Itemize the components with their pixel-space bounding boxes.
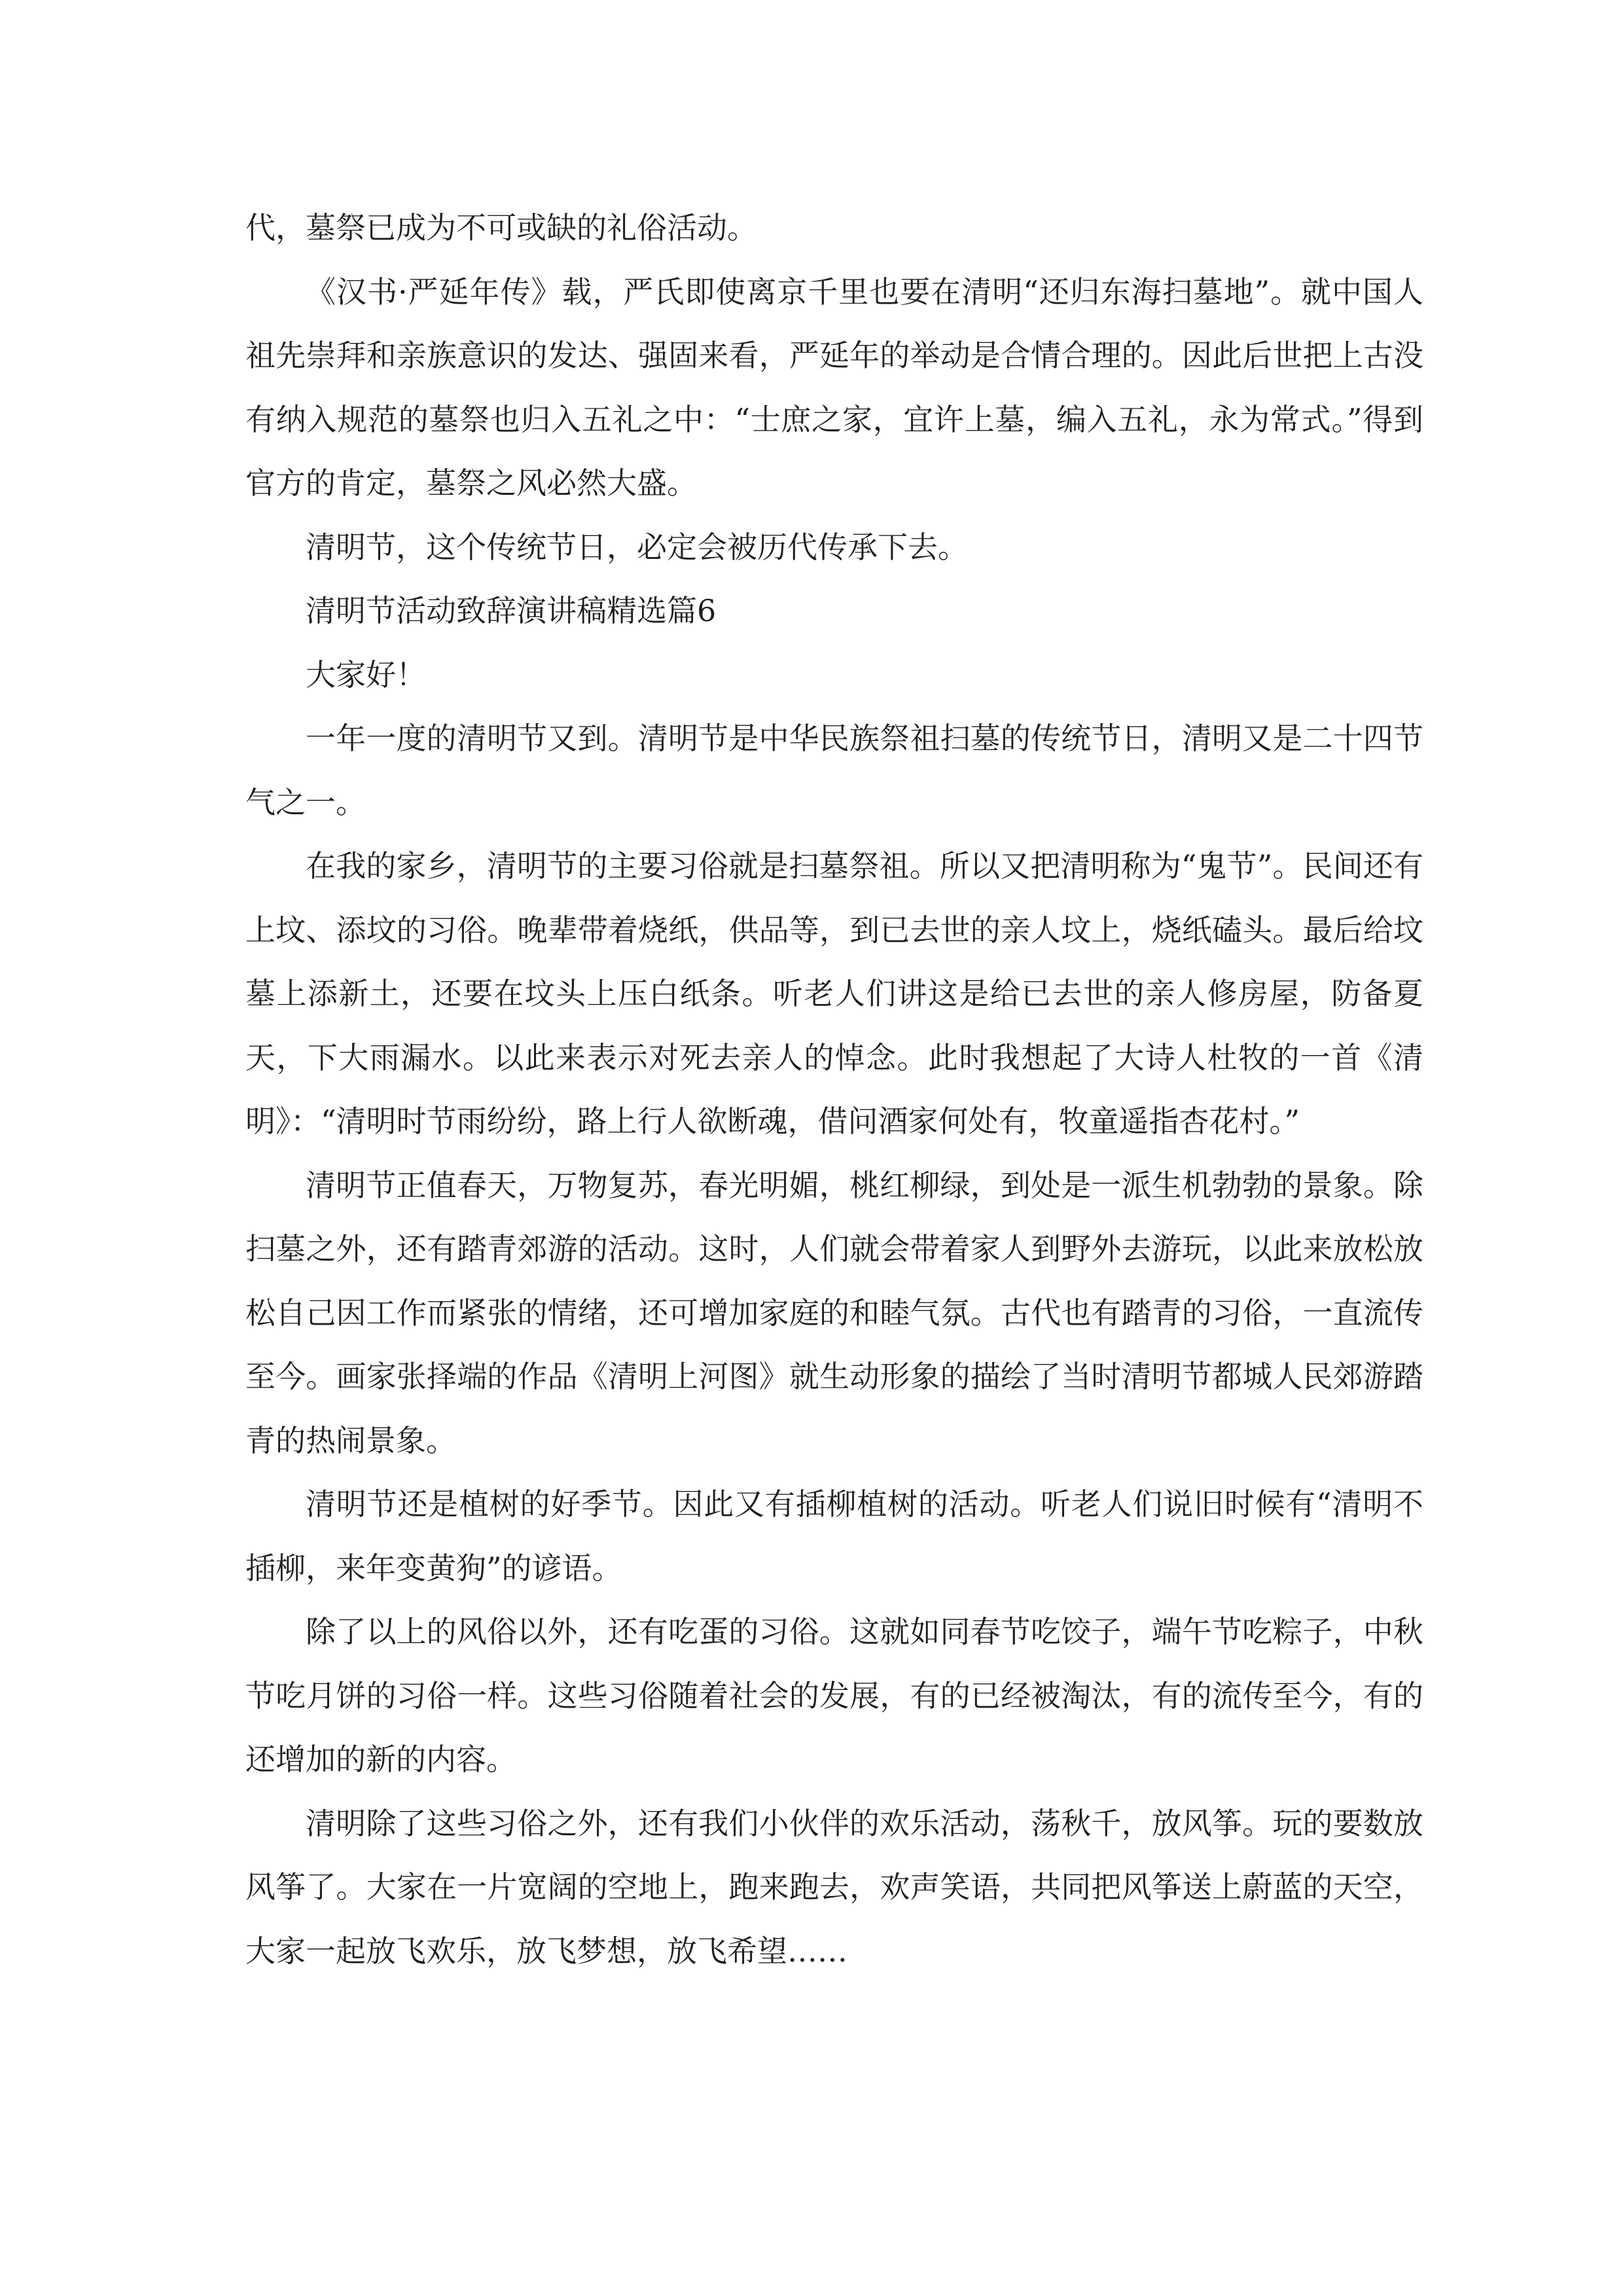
section-heading: 清明节活动致辞演讲稿精选篇6: [306, 593, 717, 628]
paragraph-kites: 清明除了这些习俗之外，还有我们小伙伴的欢乐活动，荡秋千，放风筝。玩的要数放风筝了。大家在一片宽阔的空地上，跑来跑去，欢声笑语，共同把风筝送上蔚蓝的天空，大家一起放飞欢乐，放飞梦想，放飞希望……: [245, 1805, 1423, 1969]
paragraph-hanshu: 《汉书·严延年传》载，严氏即使离京千里也要在清明“还归东海扫墓地”。就中国人祖先崇拜和亲族意识的发达、强固来看，严延年的举动是合情合理的。因此后世把上古没有纳入规范的墓祭也归入五礼之中：“士庶之家，宜许上墓，编入五礼，永为常式。”得到官方的肯定，墓祭之风必然大盛。: [245, 274, 1423, 501]
document-page: [245, 196, 1423, 1983]
paragraph-eggs: 除了以上的风俗以外，还有吃蛋的习俗。这就如同春节吃饺子，端午节吃粽子，中秋节吃月饼的习俗一样。这些习俗随着社会的发展，有的已经被淘汰，有的流传至今，有的还增加的新的内容。: [245, 1614, 1423, 1777]
paragraph-continuation: 代，墓祭已成为不可或缺的礼俗活动。: [245, 210, 757, 245]
paragraph-tradition: 清明节，这个传统节日，必定会被历代传承下去。: [306, 529, 968, 565]
greeting: 大家好！: [306, 656, 426, 692]
paragraph-planting: 清明节还是植树的好季节。因此又有插柳植树的活动。听老人们说旧时候有“清明不插柳，来年变黄狗”的谚语。: [245, 1486, 1423, 1586]
paragraph-hometown: 在我的家乡，清明节的主要习俗就是扫墓祭祖。所以又把清明称为“鬼节”。民间还有上坟、添坟的习俗。晚辈带着烧纸，供品等，到已去世的亲人坟上，烧纸磕头。最后给坟墓上添新土，还要在坟头上压白纸条。听老人们讲这是给已去世的亲人修房屋，防备夏天，下大雨漏水。以此来表示对死去亲人的悼念。此时我想起了大诗人杜牧的一首《清明》：“清明时节雨纷纷，路上行人欲断魂，借问酒家何处有，牧童遥指杏花村。”: [245, 848, 1423, 1139]
paragraph-spring: 清明节正值春天，万物复苏，春光明媚，桃红柳绿，到处是一派生机勃勃的景象。除扫墓之外，还有踏青郊游的活动。这时，人们就会带着家人到野外去游玩，以此来放松放松自己因工作而紧张的情绪，还可增加家庭的和睦气氛。古代也有踏青的习俗，一直流传至今。画家张择端的作品《清明上河图》就生动形象的描绘了当时清明节都城人民郊游踏青的热闹景象。: [245, 1167, 1423, 1458]
paragraph-intro: 一年一度的清明节又到。清明节是中华民族祭祖扫墓的传统节日，清明又是二十四节气之一。: [245, 721, 1423, 820]
